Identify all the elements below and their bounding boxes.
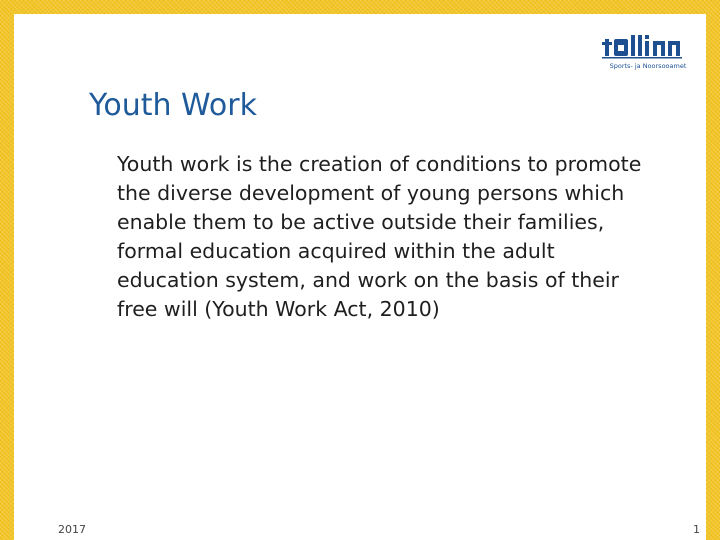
slide-body-text: Youth work is the creation of conditions to promote the diverse development of young persons which enable them to be active outside their families, formal education acquired within the adult education system, and work on the basis of their free will (Youth Work Act, 2010) bbox=[117, 152, 642, 321]
page-number: 1 bbox=[693, 523, 700, 536]
tallinn-logo bbox=[602, 30, 694, 76]
logo-tagline: Sports- ja Noorsooamet bbox=[609, 62, 687, 70]
footer-year: 2017 bbox=[58, 523, 86, 536]
slide-title: Youth Work bbox=[89, 88, 257, 123]
tallinn-logo-icon bbox=[602, 30, 694, 60]
slide bbox=[14, 14, 706, 540]
